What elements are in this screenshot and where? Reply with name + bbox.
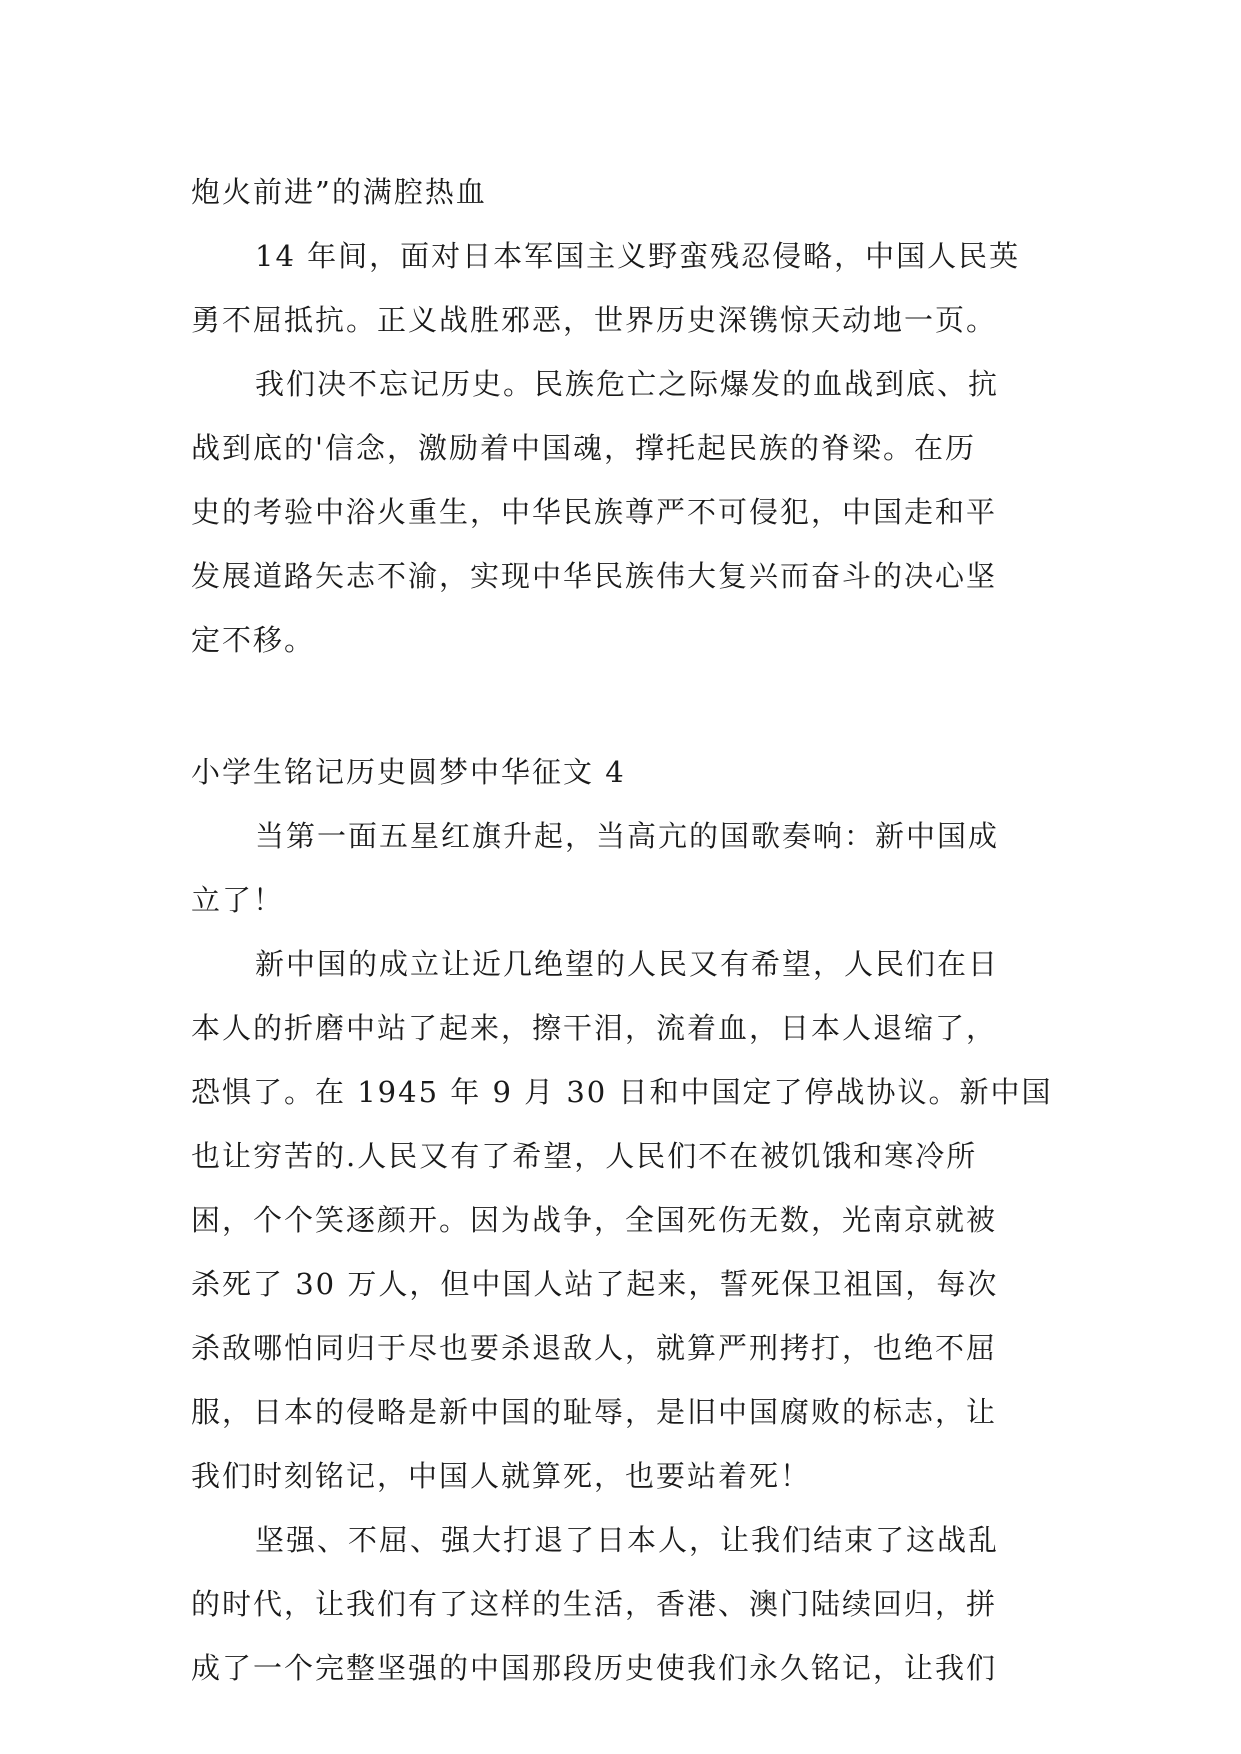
paragraph-line: 也让穷苦的.人民又有了希望，人民们不在被饥饿和寒冷所: [191, 1139, 978, 1173]
paragraph-line: 坚强、不屈、强大打退了日本人，让我们结束了这战乱: [255, 1523, 1000, 1557]
paragraph-line: 当第一面五星红旗升起，当高亢的国歌奏响：新中国成: [255, 819, 1000, 853]
paragraph-line: 我们决不忘记历史。民族危亡之际爆发的血战到底、抗: [255, 367, 1000, 401]
paragraph-line: 困，个个笑逐颜开。因为战争，全国死伤无数，光南京就被: [191, 1203, 998, 1237]
paragraph-line: 我们时刻铭记，中国人就算死，也要站着死！: [191, 1459, 812, 1493]
paragraph-line: 恐惧了。在 1945 年 9 月 30 日和中国定了停战协议。新中国: [191, 1075, 1053, 1109]
paragraph-line: 成了一个完整坚强的中国那段历史使我们永久铭记，让我们: [191, 1651, 998, 1685]
paragraph-line: 杀敌哪怕同归于尽也要杀退敌人，就算严刑拷打，也绝不屈: [191, 1331, 998, 1365]
paragraph-line: 14 年间，面对日本军国主义野蛮残忍侵略，中国人民英: [255, 239, 1021, 273]
section-gap: [191, 672, 1061, 740]
paragraph-line: 发展道路矢志不渝，实现中华民族伟大复兴而奋斗的决心坚: [191, 559, 998, 593]
paragraph-line: 定不移。: [191, 623, 316, 657]
paragraph-line: 本人的折磨中站了起来，擦干泪，流着血，日本人退缩了，: [191, 1011, 998, 1045]
paragraph-line: 新中国的成立让近几绝望的人民又有希望，人民们在日: [255, 947, 1000, 981]
section-heading: 小学生铭记历史圆梦中华征文 4: [191, 755, 626, 789]
paragraph-line: 立了！: [191, 883, 285, 917]
paragraph-line: 史的考验中浴火重生，中华民族尊严不可侵犯，中国走和平: [191, 495, 998, 529]
paragraph-line: 勇不屈抵抗。正义战胜邪恶，世界历史深镌惊天动地一页。: [191, 303, 998, 337]
paragraph-line: 杀死了 30 万人，但中国人站了起来，誓死保卫祖国，每次: [191, 1267, 999, 1301]
document-page: [191, 160, 1061, 1700]
paragraph-line: 服，日本的侵略是新中国的耻辱，是旧中国腐败的标志，让: [191, 1395, 998, 1429]
paragraph-line: 的时代，让我们有了这样的生活，香港、澳门陆续回归，拼: [191, 1587, 998, 1621]
paragraph-line: 炮火前进”的满腔热血: [191, 175, 487, 209]
paragraph-line: 战到底的'信念，激励着中国魂，撑托起民族的脊梁。在历: [191, 431, 976, 465]
